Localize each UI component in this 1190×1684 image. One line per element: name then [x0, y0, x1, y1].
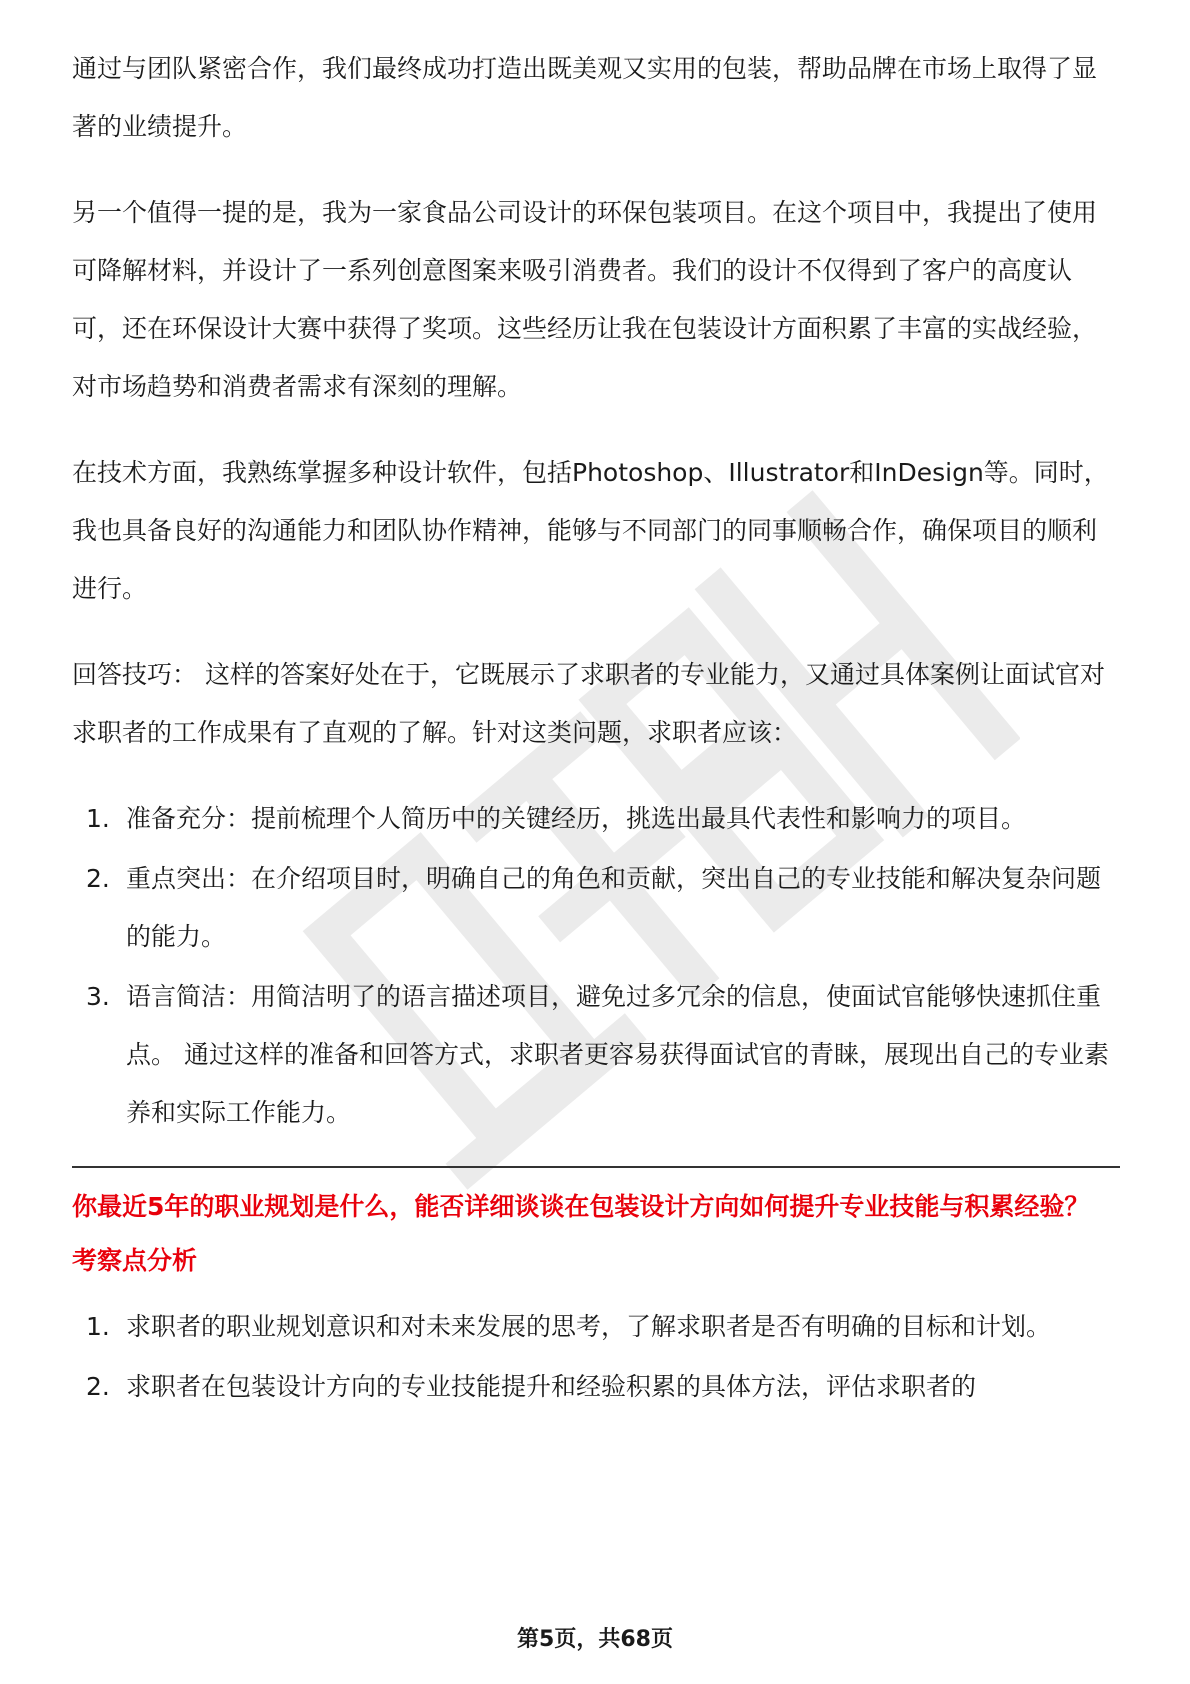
list-item — [72, 850, 1120, 966]
tips-list — [72, 790, 1120, 1142]
list-item — [72, 1298, 1120, 1356]
list-item — [72, 1358, 1120, 1416]
question-heading: 你最近5年的职业规划是什么，能否详细谈谈在包装设计方向如何提升专业技能与积累经验？ — [72, 1192, 1090, 1221]
list-item-text: 求职者在包装设计方向的专业技能提升和经验积累的具体方法，评估求职者的 — [126, 1372, 977, 1401]
analysis-list — [72, 1298, 1120, 1416]
paragraph: 通过与团队紧密合作，我们最终成功打造出既美观又实用的包装，帮助品牌在市场上取得了显著的业绩提升。 — [72, 54, 1098, 141]
list-number: 2. — [86, 1372, 110, 1401]
paragraph: 另一个值得一提的是，我为一家食品公司设计的环保包装项目。在这个项目中，我提出了使用可降解材料，并设计了一系列创意图案来吸引消费者。我们的设计不仅得到了客户的高度认可，还在环保设计大赛中获得了奖项。这些经历让我在包装设计方面积累了丰富的实战经验，对市场趋势和消费者需求有深刻的理解。 — [72, 198, 1098, 401]
list-item-text: 重点突出：在介绍项目时，明确自己的角色和贡献，突出自己的专业技能和解决复杂问题的能力。 — [126, 864, 1102, 951]
page-footer: 第5页，共68页 — [517, 1627, 673, 1652]
list-item-text: 准备充分：提前梳理个人简历中的关键经历，挑选出最具代表性和影响力的项目。 — [126, 804, 1027, 833]
list-item-text: 求职者的职业规划意识和对未来发展的思考，了解求职者是否有明确的目标和计划。 — [126, 1312, 1052, 1341]
list-item — [72, 968, 1120, 1142]
list-item-text: 语言简洁：用简洁明了的语言描述项目，避免过多冗余的信息，使面试官能够快速抓住重点。 通过这样的准备和回答方式，求职者更容易获得面试官的青睐，展现出自己的专业素养和实际工作能力。 — [126, 982, 1109, 1127]
section-divider — [72, 1166, 1120, 1168]
list-number: 3. — [86, 982, 110, 1011]
paragraph: 在技术方面，我熟练掌握多种设计软件，包括Photoshop、Illustrator和InDesign等。同时，我也具备良好的沟通能力和团队协作精神，能够与不同部门的同事顺畅合作，确保项目的顺利进行。 — [72, 458, 1109, 603]
analysis-heading: 考察点分析 — [72, 1246, 198, 1275]
list-number: 1. — [86, 804, 110, 833]
list-item — [72, 790, 1120, 848]
answer-tips-intro: 回答技巧： 这样的答案好处在于，它既展示了求职者的专业能力，又通过具体案例让面试官对求职者的工作成果有了直观的了解。针对这类问题，求职者应该： — [72, 660, 1105, 747]
list-number: 2. — [86, 864, 110, 893]
list-number: 1. — [86, 1312, 110, 1341]
main-content — [72, 40, 1120, 1418]
